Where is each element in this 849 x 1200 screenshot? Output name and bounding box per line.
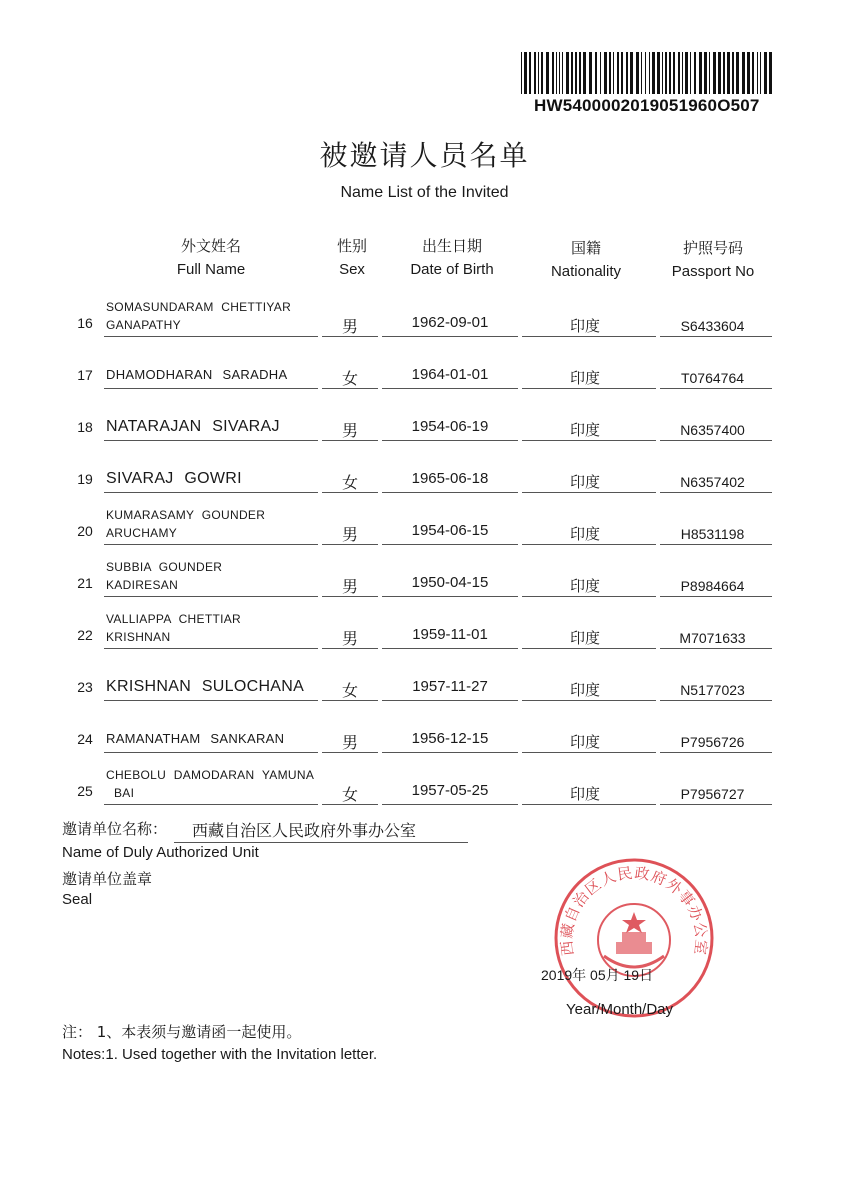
row-dob: 1957-11-27 — [412, 678, 488, 695]
row-number: 25 — [77, 783, 93, 799]
row-underline — [522, 700, 656, 701]
date-label: Year/Month/Day — [566, 1001, 674, 1018]
row-sex: 男 — [341, 525, 358, 544]
row-full-name-line1: SUBBIA GOUNDER — [106, 560, 223, 574]
row-sex: 女 — [341, 785, 358, 804]
row-underline — [660, 492, 772, 493]
row-number: 17 — [77, 367, 93, 383]
row-full-name-line1: SOMASUNDARAM CHETTIYAR — [106, 300, 292, 314]
barcode-bar — [613, 52, 614, 94]
row-full-name — [106, 506, 265, 542]
header-dob-en: Date of Birth — [410, 261, 494, 278]
barcode-bar — [652, 52, 655, 94]
barcode-bar — [709, 52, 710, 94]
row-underline — [104, 752, 318, 753]
barcode-bar — [552, 52, 554, 94]
row-full-name — [106, 558, 222, 594]
row-nationality: 印度 — [569, 473, 600, 491]
barcode-bar — [617, 52, 619, 94]
table-row — [0, 452, 849, 504]
barcode-bar — [566, 52, 569, 94]
barcode-bar — [662, 52, 663, 94]
table-row — [0, 712, 849, 764]
table-row — [0, 296, 849, 348]
seal-text-path: 西藏自治区人民政府外事办公室 — [557, 863, 711, 957]
row-passport: H8531198 — [680, 526, 745, 542]
row-underline — [522, 492, 656, 493]
barcode-bar — [609, 52, 611, 94]
barcode-bar — [718, 52, 721, 94]
header-full-name — [146, 234, 276, 282]
row-underline — [382, 596, 518, 597]
row-dob: 1950-04-15 — [411, 574, 489, 591]
barcode-bar — [621, 52, 623, 94]
row-underline — [660, 388, 772, 389]
barcode-bar — [541, 52, 543, 94]
barcode-bar — [521, 52, 522, 94]
row-underline — [322, 440, 378, 441]
table-row — [0, 504, 849, 556]
barcode-bar — [562, 52, 563, 94]
barcode-bar — [704, 52, 707, 94]
header-dob — [392, 234, 512, 282]
row-passport: T0764764 — [680, 370, 745, 386]
barcode-bar — [595, 52, 597, 94]
row-underline — [522, 388, 656, 389]
row-dob: 1956-12-15 — [411, 730, 489, 747]
barcode-bar — [682, 52, 683, 94]
row-dob: 1954-06-19 — [411, 418, 489, 435]
row-full-name-line1: VALLIAPPA CHETTIAR — [106, 612, 241, 626]
row-full-name-line2: BAI — [114, 786, 135, 800]
header-nationality-cn: 国籍 — [570, 239, 601, 257]
barcode-bar — [583, 52, 586, 94]
row-passport: P8984664 — [680, 578, 745, 594]
barcode — [521, 52, 773, 94]
unit-underline — [174, 842, 468, 843]
document-id: HW5400002019051960O507 — [534, 96, 760, 115]
row-full-name-line1: KUMARASAMY GOUNDER — [106, 508, 266, 522]
row-full-name: KRISHNAN SULOCHANA — [106, 678, 305, 695]
row-underline — [522, 596, 656, 597]
row-full-name-line2: KADIRESAN — [106, 578, 179, 592]
row-full-name — [106, 766, 314, 802]
official-seal — [552, 856, 716, 1020]
row-underline — [660, 544, 772, 545]
row-underline — [382, 700, 518, 701]
row-sex: 男 — [341, 629, 358, 648]
barcode-bar — [559, 52, 560, 94]
row-underline — [104, 440, 318, 441]
row-number: 24 — [77, 731, 93, 747]
row-sex: 男 — [341, 421, 358, 440]
barcode-bar — [752, 52, 754, 94]
row-nationality: 印度 — [569, 681, 600, 699]
row-underline — [322, 388, 378, 389]
row-nationality: 印度 — [569, 421, 600, 439]
row-sex: 女 — [341, 681, 358, 700]
barcode-bar — [657, 52, 660, 94]
row-sex: 男 — [341, 317, 358, 336]
row-nationality: 印度 — [569, 629, 600, 647]
row-sex: 女 — [341, 473, 358, 492]
row-passport: N6357400 — [680, 422, 745, 438]
row-underline — [382, 336, 518, 337]
row-number: 23 — [77, 679, 93, 695]
row-full-name: NATARAJAN SIVARAJ — [106, 418, 280, 435]
row-passport: N5177023 — [680, 682, 745, 698]
barcode-bar — [636, 52, 639, 94]
row-number: 22 — [77, 627, 93, 643]
header-passport-en: Passport No — [671, 263, 755, 280]
row-underline — [104, 544, 318, 545]
row-underline — [382, 804, 518, 805]
row-underline — [522, 336, 656, 337]
header-sex-en: Sex — [339, 261, 365, 278]
table-row — [0, 348, 849, 400]
barcode-bar — [673, 52, 675, 94]
row-full-name: RAMANATHAM SANKARAN — [106, 731, 285, 746]
barcode-bar — [579, 52, 581, 94]
header-sex-cn: 性别 — [336, 237, 367, 255]
header-full-name-en: Full Name — [176, 261, 246, 278]
page-title-en: Name List of the Invited — [340, 184, 509, 201]
barcode-bar — [571, 52, 573, 94]
row-underline — [322, 752, 378, 753]
barcode-bar — [685, 52, 688, 94]
row-underline — [104, 388, 318, 389]
row-underline — [522, 648, 656, 649]
header-full-name-cn: 外文姓名 — [180, 237, 241, 255]
barcode-bar — [529, 52, 531, 94]
row-nationality: 印度 — [569, 733, 600, 751]
table-row — [0, 608, 849, 660]
barcode-bar — [764, 52, 767, 94]
barcode-bar — [678, 52, 680, 94]
barcode-bar — [534, 52, 536, 94]
row-underline — [382, 648, 518, 649]
row-passport: P7956727 — [680, 786, 745, 802]
row-underline — [104, 700, 318, 701]
row-sex: 女 — [341, 369, 358, 388]
row-underline — [104, 336, 318, 337]
row-number: 18 — [77, 419, 93, 435]
row-underline — [660, 596, 772, 597]
row-nationality: 印度 — [569, 317, 600, 335]
row-underline — [382, 492, 518, 493]
row-nationality: 印度 — [569, 369, 600, 387]
barcode-bar — [742, 52, 745, 94]
row-full-name — [106, 610, 241, 646]
barcode-bar — [626, 52, 628, 94]
row-nationality: 印度 — [569, 577, 600, 595]
barcode-bar — [546, 52, 549, 94]
row-underline — [322, 804, 378, 805]
row-underline — [382, 388, 518, 389]
row-underline — [660, 752, 772, 753]
row-underline — [660, 648, 772, 649]
barcode-bar — [723, 52, 725, 94]
row-sex: 男 — [341, 733, 358, 752]
row-underline — [382, 752, 518, 753]
barcode-bar — [649, 52, 650, 94]
row-full-name-line2: ARUCHAMY — [106, 526, 178, 540]
row-number: 19 — [77, 471, 93, 487]
unit-name: 西藏自治区人民政府外事办公室 — [192, 821, 417, 840]
row-number: 20 — [77, 523, 93, 539]
issue-date: 2019年 05月 19日 — [541, 967, 654, 983]
row-dob: 1954-06-15 — [411, 522, 489, 539]
row-passport: N6357402 — [680, 474, 745, 490]
row-full-name-line1: CHEBOLU DAMODARAN YAMUNA — [106, 768, 315, 782]
table-row — [0, 764, 849, 816]
page-title-cn: 被邀请人员名单 — [319, 139, 530, 172]
barcode-bar — [713, 52, 716, 94]
row-full-name-line2: GANAPATHY — [106, 318, 181, 332]
row-dob: 1964-01-01 — [411, 366, 489, 383]
row-passport: S6433604 — [680, 318, 745, 334]
barcode-bar — [757, 52, 758, 94]
barcode-bar — [641, 52, 642, 94]
row-underline — [522, 544, 656, 545]
barcode-bar — [732, 52, 734, 94]
header-passport — [660, 236, 766, 284]
row-full-name: SIVARAJ GOWRI — [106, 470, 242, 487]
barcode-bar — [538, 52, 539, 94]
header-sex — [322, 234, 382, 282]
row-underline — [322, 336, 378, 337]
row-underline — [322, 492, 378, 493]
unit-label-en: Name of Duly Authorized Unit — [62, 844, 259, 861]
barcode-bar — [747, 52, 750, 94]
row-passport: P7956726 — [680, 734, 745, 750]
barcode-bar — [727, 52, 730, 94]
barcode-bar — [556, 52, 557, 94]
row-underline — [322, 544, 378, 545]
row-number: 21 — [77, 575, 93, 591]
row-dob: 1962-09-01 — [411, 314, 489, 331]
row-sex: 男 — [341, 577, 358, 596]
row-underline — [382, 440, 518, 441]
row-underline — [322, 596, 378, 597]
row-underline — [104, 804, 318, 805]
barcode-bar — [524, 52, 527, 94]
table-row — [0, 400, 849, 452]
row-underline — [660, 804, 772, 805]
barcode-bar — [769, 52, 772, 94]
row-dob: 1957-05-25 — [411, 782, 489, 799]
row-underline — [104, 596, 318, 597]
row-dob: 1965-06-18 — [411, 470, 489, 487]
seal-label-cn: 邀请单位盖章 — [62, 870, 153, 888]
barcode-bar — [665, 52, 667, 94]
row-underline — [322, 648, 378, 649]
row-dob: 1959-11-01 — [412, 626, 488, 643]
barcode-bar — [736, 52, 739, 94]
row-underline — [660, 700, 772, 701]
row-passport: M7071633 — [679, 630, 746, 646]
row-underline — [382, 544, 518, 545]
barcode-bar — [694, 52, 696, 94]
barcode-bar — [589, 52, 592, 94]
row-underline — [104, 648, 318, 649]
barcode-bar — [760, 52, 761, 94]
row-full-name: DHAMODHARAN SARADHA — [106, 367, 288, 382]
header-passport-cn: 护照号码 — [682, 239, 743, 257]
row-underline — [522, 440, 656, 441]
barcode-bar — [699, 52, 702, 94]
table-row — [0, 660, 849, 712]
barcode-bar — [630, 52, 633, 94]
header-dob-cn: 出生日期 — [421, 237, 482, 255]
barcode-bar — [575, 52, 577, 94]
barcode-bar — [669, 52, 671, 94]
row-underline — [660, 336, 772, 337]
row-full-name — [106, 298, 291, 334]
barcode-bar — [600, 52, 601, 94]
header-nationality — [536, 236, 636, 284]
barcode-bar — [604, 52, 607, 94]
seal-label-en: Seal — [62, 891, 93, 908]
note-cn: 注： 1、本表须与邀请函一起使用。 — [62, 1023, 302, 1041]
table-row — [0, 556, 849, 608]
row-underline — [522, 804, 656, 805]
row-underline — [322, 700, 378, 701]
row-full-name-line2: KRISHNAN — [106, 630, 171, 644]
barcode-bar — [690, 52, 691, 94]
note-en: Notes:1. Used together with the Invitation letter. — [62, 1046, 378, 1063]
header-nationality-en: Nationality — [550, 263, 622, 280]
row-nationality: 印度 — [569, 785, 600, 803]
unit-label-cn: 邀请单位名称： — [62, 820, 168, 838]
row-underline — [660, 440, 772, 441]
row-underline — [104, 492, 318, 493]
barcode-bar — [645, 52, 646, 94]
row-nationality: 印度 — [569, 525, 600, 543]
row-underline — [522, 752, 656, 753]
row-number: 16 — [77, 315, 93, 331]
